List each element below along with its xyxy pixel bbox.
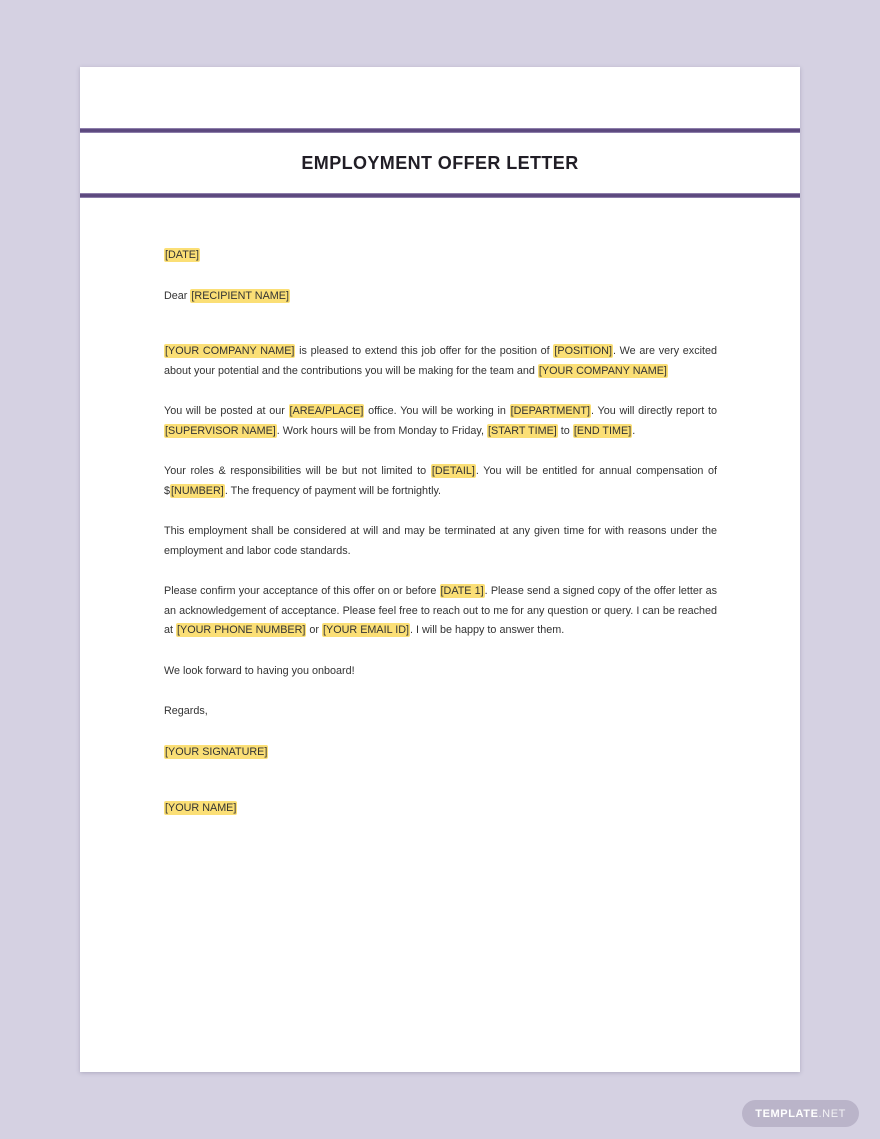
watermark-brand: TEMPLATE <box>755 1107 819 1120</box>
placeholder-token[interactable]: [YOUR COMPANY NAME] <box>165 345 295 357</box>
paragraph <box>164 246 717 266</box>
watermark-tld: .NET <box>818 1107 846 1120</box>
paragraph <box>164 402 717 441</box>
paragraph <box>164 702 717 722</box>
paragraph <box>164 522 717 561</box>
letter-text: Your roles & responsibilities will be but not limited to <box>164 465 431 477</box>
page-top-margin <box>80 67 800 128</box>
paragraph <box>164 582 717 641</box>
template-net-watermark <box>742 1100 859 1127</box>
letter-text: . Work hours will be from Monday to Friday, <box>276 424 488 437</box>
letter-text: . You will be entitled for annual compensation of $ <box>164 465 718 497</box>
placeholder-token[interactable]: [SUPERVISOR NAME] <box>165 424 276 437</box>
letter-text: You will be posted at our <box>164 405 289 417</box>
title-band <box>80 133 800 193</box>
placeholder-token[interactable]: [DEPARTMENT] <box>510 405 590 417</box>
paragraph <box>164 662 717 682</box>
placeholder-token[interactable]: [POSITION] <box>554 345 612 357</box>
letter-text: is pleased to extend this job offer for the position of <box>295 345 554 357</box>
placeholder-token[interactable]: [NUMBER] <box>171 484 224 497</box>
document-page <box>80 67 800 1072</box>
letter-text: This employment shall be considered at will and may be terminated at any given time for with reasons under the employment and labor code standards. <box>164 525 717 557</box>
placeholder-token[interactable]: [YOUR EMAIL ID] <box>323 624 410 636</box>
letter-text: . The frequency of payment will be fortnightly. <box>224 484 442 497</box>
letter-body <box>80 198 800 819</box>
placeholder-token[interactable]: [AREA/PLACE] <box>289 405 364 417</box>
letter-text: Please confirm your acceptance of this offer on or before <box>164 585 440 597</box>
placeholder-token[interactable]: [RECIPIENT NAME] <box>191 289 289 302</box>
placeholder-token[interactable]: [YOUR NAME] <box>165 802 237 814</box>
page-title: EMPLOYMENT OFFER LETTER <box>301 152 579 173</box>
letter-text: office. You will be working in <box>364 405 510 417</box>
letter-text: Regards, <box>164 705 208 717</box>
paragraph <box>164 287 717 307</box>
placeholder-token[interactable]: [DATE] <box>165 249 199 261</box>
paragraph <box>164 799 717 819</box>
letter-text: We look forward to having you onboard! <box>164 664 355 677</box>
letter-text: . I will be happy to answer them. <box>410 624 565 636</box>
letter-text: . We are very excited about your potential and the contributions you will be making for the team and <box>164 345 718 377</box>
letter-text: Dear <box>164 289 191 302</box>
letter-text: or <box>306 624 323 636</box>
paragraph <box>164 743 717 763</box>
placeholder-token[interactable]: [YOUR PHONE NUMBER] <box>177 624 306 636</box>
placeholder-token[interactable]: [DATE 1] <box>440 585 484 597</box>
letter-text: . You will directly report to <box>591 405 717 417</box>
paragraph <box>164 462 717 501</box>
placeholder-token[interactable]: [YOUR COMPANY NAME] <box>538 364 667 377</box>
paragraph <box>164 342 717 381</box>
placeholder-token[interactable]: [YOUR SIGNATURE] <box>165 745 268 758</box>
letter-text: to <box>557 424 573 437</box>
placeholder-token[interactable]: [DETAIL] <box>431 465 475 477</box>
placeholder-token[interactable]: [END TIME] <box>573 424 632 437</box>
placeholder-token[interactable]: [START TIME] <box>488 424 557 437</box>
letter-text: . Please send a signed copy of the offer letter as an acknowledgement of acceptance. Please feel free to reach out to me for any question or query. I can be reached at <box>164 585 717 636</box>
letter-text: . <box>632 424 636 437</box>
